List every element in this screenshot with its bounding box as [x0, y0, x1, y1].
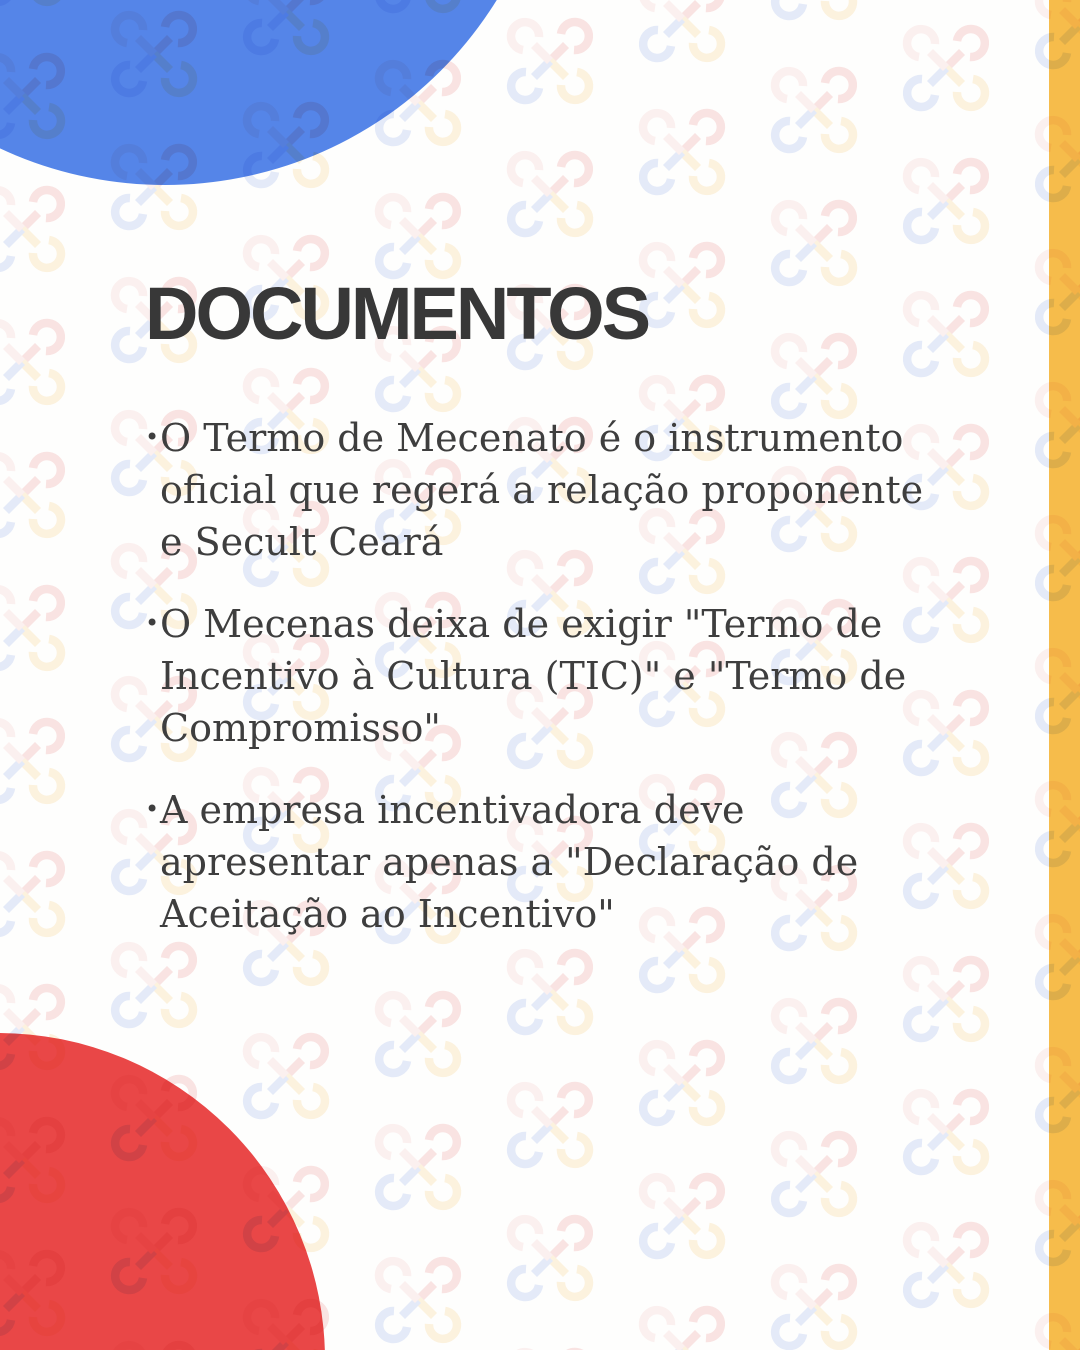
pinwheel-motif-icon	[907, 1226, 985, 1304]
page-title: DOCUMENTOS	[145, 272, 649, 355]
bullet-dot: •	[145, 609, 160, 637]
pinwheel-motif-icon	[0, 190, 61, 268]
pinwheel-motif-icon	[643, 0, 721, 58]
pinwheel-motif-icon	[247, 1037, 325, 1115]
pinwheel-motif-icon	[643, 113, 721, 191]
list-item	[145, 598, 923, 754]
pinwheel-motif-icon	[775, 1002, 853, 1080]
pinwheel-motif-icon	[907, 295, 985, 373]
pinwheel-motif-icon	[511, 155, 589, 233]
list-item	[145, 784, 923, 940]
bullet-dot: •	[145, 795, 160, 823]
pinwheel-motif-icon	[643, 1310, 721, 1350]
bullet-dot: •	[145, 423, 160, 451]
pinwheel-motif-icon	[643, 246, 721, 324]
pinwheel-motif-icon	[511, 1086, 589, 1164]
yellow-side-bar	[1049, 0, 1080, 1350]
pinwheel-motif-icon	[775, 1268, 853, 1346]
pinwheel-motif-icon	[0, 589, 61, 667]
pinwheel-motif-icon	[379, 995, 457, 1073]
list-item	[145, 412, 923, 568]
bullet-text: O Mecenas deixa de exigir "Termo de Incentivo à Cultura (TIC)" e "Termo de Compromisso"	[160, 602, 907, 750]
pinwheel-motif-icon	[379, 1128, 457, 1206]
pinwheel-motif-icon	[775, 71, 853, 149]
pinwheel-motif-icon	[643, 1044, 721, 1122]
pinwheel-motif-icon	[907, 162, 985, 240]
bullet-text: O Termo de Mecenato é o instrumento oficial que regerá a relação proponente e Secult Ceará	[160, 416, 924, 564]
pinwheel-motif-icon	[907, 960, 985, 1038]
red-circle-decoration	[0, 1033, 325, 1350]
pinwheel-motif-icon	[907, 29, 985, 107]
pinwheel-motif-icon	[511, 22, 589, 100]
pinwheel-motif-icon	[907, 1093, 985, 1171]
pinwheel-motif-icon	[0, 456, 61, 534]
pinwheel-motif-icon	[775, 337, 853, 415]
pinwheel-motif-icon	[0, 323, 61, 401]
pinwheel-motif-icon	[511, 1219, 589, 1297]
bullet-list	[145, 412, 923, 970]
blue-circle-decoration	[0, 0, 555, 185]
pinwheel-motif-icon	[775, 0, 853, 16]
pinwheel-motif-icon	[775, 204, 853, 282]
pinwheel-motif-icon	[643, 1177, 721, 1255]
pinwheel-motif-icon	[379, 1261, 457, 1339]
pinwheel-motif-icon	[0, 722, 61, 800]
pinwheel-motif-icon	[379, 197, 457, 275]
bullet-text: A empresa incentivadora deve apresentar apenas a "Declaração de Aceitação ao Incentivo"	[160, 788, 859, 936]
pinwheel-motif-icon	[0, 855, 61, 933]
pinwheel-motif-icon	[775, 1135, 853, 1213]
